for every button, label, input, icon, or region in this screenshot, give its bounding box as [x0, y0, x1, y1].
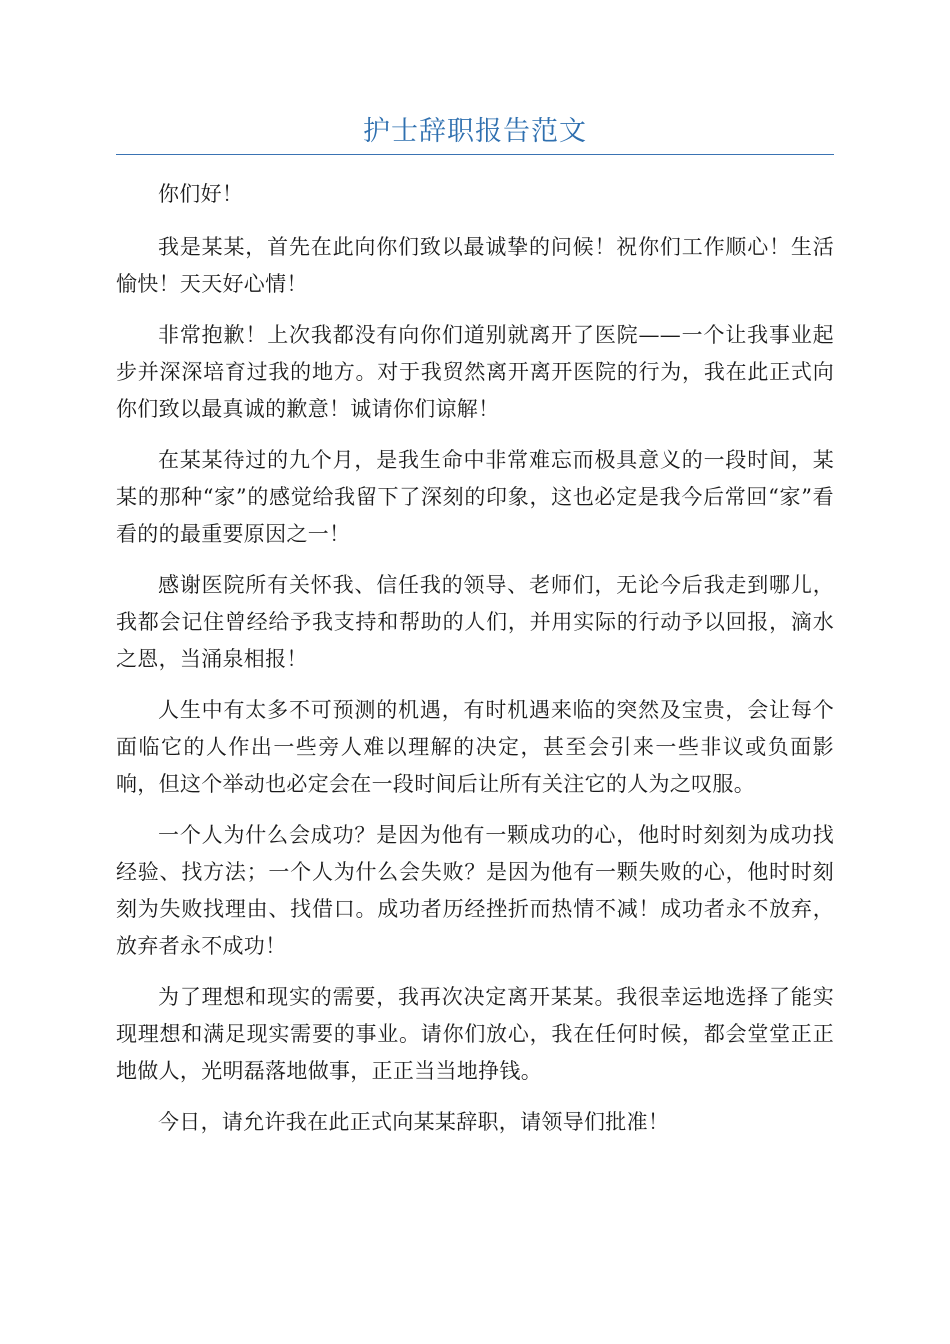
paragraph: 我是某某，首先在此向你们致以最诚挚的问候！祝你们工作顺心！生活愉快！天天好心情！: [116, 235, 834, 296]
paragraph: 人生中有太多不可预测的机遇，有时机遇来临的突然及宝贵，会让每个面临它的人作出一些旁人难以理解的决定，甚至会引来一些非议或负面影响，但这个举动也必定会在一段时间后让所有关注它的人为之叹服。: [116, 698, 834, 796]
title-underline: [116, 154, 834, 155]
paragraph-closing: 今日，请允许我在此正式向某某辞职，请领导们批准！: [158, 1110, 670, 1134]
paragraph: 在某某待过的九个月，是我生命中非常难忘而极具意义的一段时间，某某的那种“家”的感觉给我留下了深刻的印象，这也必定是我今后常回“家”看看的的最重要原因之一！: [116, 448, 834, 546]
paragraph: 感谢医院所有关怀我、信任我的领导、老师们，无论今后我走到哪儿，我都会记住曾经给予我支持和帮助的人们，并用实际的行动予以回报，滴水之恩，当涌泉相报！: [116, 573, 834, 671]
document-title: 护士辞职报告范文: [363, 116, 587, 147]
paragraph: 为了理想和现实的需要，我再次决定离开某某。我很幸运地选择了能实现理想和满足现实需要的事业。请你们放心，我在任何时候，都会堂堂正正地做人，光明磊落地做事，正正当当地挣钱。: [116, 985, 834, 1083]
paragraph-greeting: 你们好！: [158, 182, 244, 206]
paragraph: 非常抱歉！上次我都没有向你们道别就离开了医院——一个让我事业起步并深深培育过我的地方。对于我贸然离开离开医院的行为，我在此正式向你们致以最真诚的歉意！诚请你们谅解！: [116, 323, 834, 421]
paragraph: 一个人为什么会成功？是因为他有一颗成功的心，他时时刻刻为成功找经验、找方法；一个人为什么会失败？是因为他有一颗失败的心，他时时刻刻为失败找理由、找借口。成功者历经挫折而热情不减！成功者永不放弃，放弃者永不成功！: [116, 823, 834, 958]
document-body: [116, 176, 834, 1155]
